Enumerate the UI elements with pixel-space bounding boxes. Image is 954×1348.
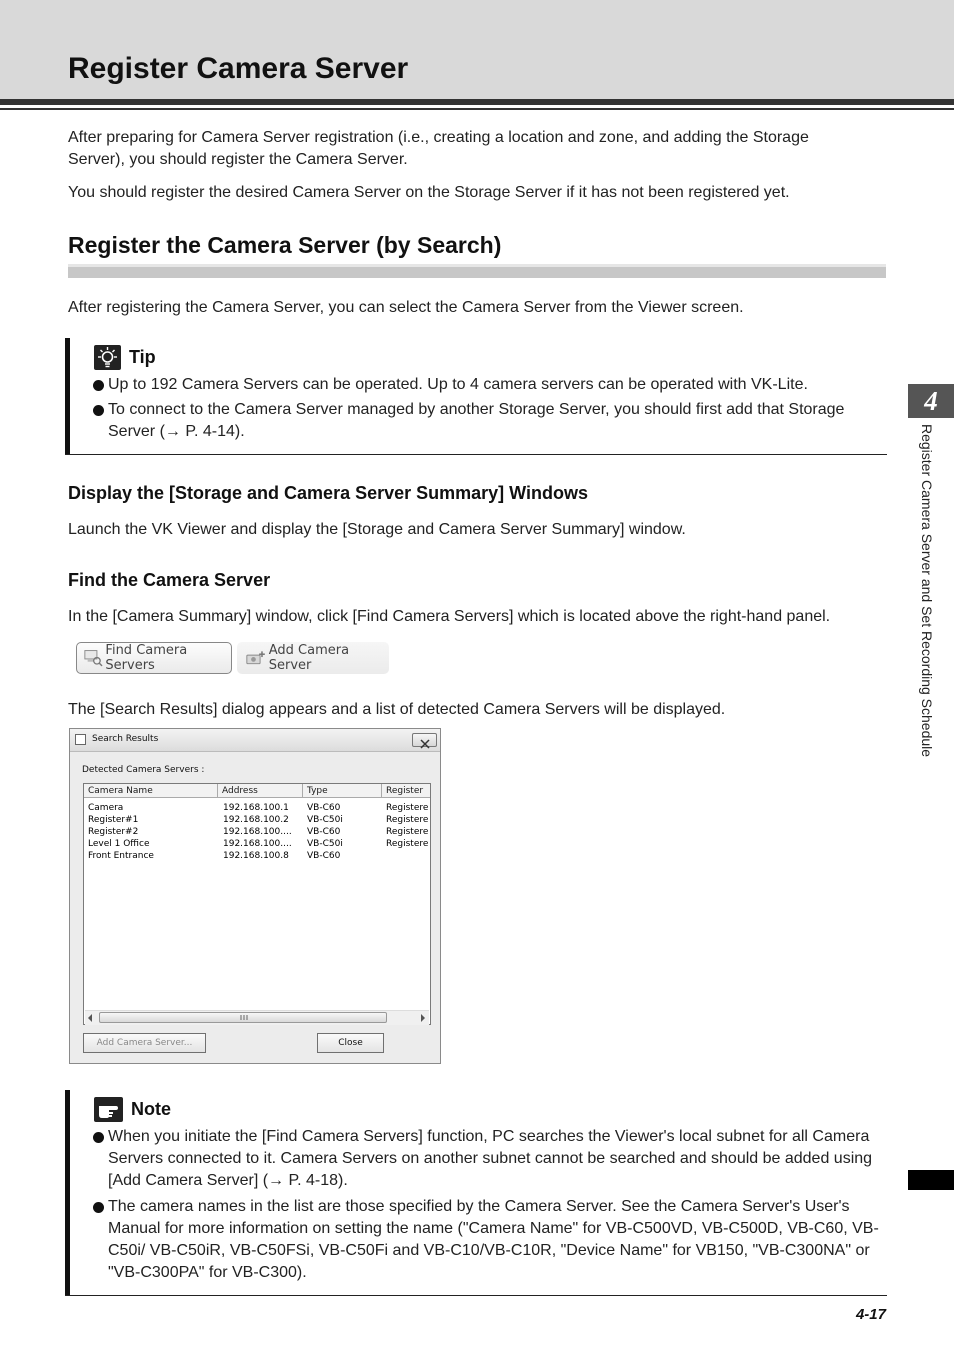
table-cell: VB-C50i <box>307 839 343 849</box>
add-camera-icon <box>244 649 267 667</box>
table-cell: Register#2 <box>88 827 139 837</box>
close-button[interactable]: Close <box>317 1033 384 1053</box>
section-rule-highlight <box>68 264 886 267</box>
table-cell: Registere <box>386 815 429 825</box>
table-cell: Level 1 Office <box>88 839 150 849</box>
table-cell: VB-C50i <box>307 815 343 825</box>
after-find-text: The [Search Results] dialog appears and a list of detected Camera Servers will be displayed. <box>68 701 726 718</box>
table-cell: VB-C60 <box>307 827 341 837</box>
table-cell: Front Entrance <box>88 851 154 861</box>
display-title: Display the [Storage and Camera Server Summary] Windows <box>68 483 588 503</box>
note-box-rule <box>65 1295 887 1296</box>
note-box-bar <box>65 1090 70 1295</box>
column-header-camera-name[interactable]: Camera Name <box>84 784 218 798</box>
scroll-right-icon[interactable] <box>421 1014 425 1022</box>
find-camera-servers-label: Find Camera Servers <box>105 643 188 673</box>
tip-heading: Tip <box>129 347 156 367</box>
table-cell: 192.168.100.2 <box>223 815 289 825</box>
window-icon <box>75 734 86 745</box>
header-rule-thin <box>0 108 954 110</box>
page-title: Register Camera Server <box>68 52 409 85</box>
display-text: Launch the VK Viewer and display the [Storage and Camera Server Summary] window. <box>68 521 686 538</box>
detected-label: Detected Camera Servers : <box>82 765 205 775</box>
search-results-dialog <box>69 728 441 1064</box>
table-cell: Register#1 <box>88 815 139 825</box>
table-cell: 192.168.100.... <box>223 827 292 837</box>
tip-box-bar <box>65 338 70 454</box>
close-icon[interactable] <box>412 733 437 747</box>
tip-bullet-1: Up to 192 Camera Servers can be operated. Up to 4 camera servers can be operated with VK-Lite. <box>108 376 808 393</box>
add-camera-server-button[interactable] <box>237 642 389 674</box>
scrollbar-thumb[interactable] <box>99 1012 387 1023</box>
pointing-hand-icon <box>94 1097 123 1122</box>
header-rule <box>0 99 954 105</box>
find-text: In the [Camera Summary] window, click [Find Camera Servers] which is located above the right-hand panel. <box>68 608 831 625</box>
intro-paragraph-1: After preparing for Camera Server registration (i.e., creating a location and zone, and adding the Storage Server), you should register the Camera Server. <box>68 129 809 168</box>
column-header-type[interactable]: Type <box>303 784 382 798</box>
tip-bullet-2: To connect to the Camera Server managed by another Storage Server, you should first add that Storage Server (→ P. 4-14). <box>108 401 845 440</box>
note-bullet-1: When you initiate the [Find Camera Servers] function, PC searches the Viewer's local subnet for all Camera Servers connected to it. Camera Servers on another subnet cannot be searched and should be added using [Add Camera Server] (→ P. 4-18). <box>108 1128 873 1189</box>
note-bullet-2: The camera names in the list are those specified by the Camera Server. See the Camera Server's User's Manual for more information on setting the name ("Camera Name" for VB-C500VD, VB-C500D, VB-C60, VB-C50i/ VB-C50iR, VB-C50FSi, VB-C50Fi and VB-C10/VB-C10R, "Device Name" for VB150, "VB-C300NA" or "VB-C300PA" for VB-C300). <box>108 1198 879 1281</box>
section-title: Register the Camera Server (by Search) <box>68 232 502 258</box>
table-cell: VB-C60 <box>307 851 341 861</box>
bullet-icon <box>93 1132 104 1143</box>
add-camera-server-label: Add Camera Server <box>268 643 350 673</box>
table-cell: VB-C60 <box>307 803 341 813</box>
table-cell: Registere <box>386 803 429 813</box>
chapter-side-text: Register Camera Server and Set Recording Schedule <box>919 424 935 758</box>
find-servers-icon <box>83 649 103 667</box>
side-marker-bar <box>908 1170 954 1190</box>
bullet-icon <box>93 405 104 416</box>
scroll-left-icon[interactable] <box>88 1014 92 1022</box>
find-camera-servers-button[interactable] <box>76 642 232 674</box>
table-cell: Registere <box>386 827 429 837</box>
table-cell: 192.168.100.1 <box>223 803 289 813</box>
camera-server-list[interactable] <box>83 783 431 1025</box>
intro-paragraph-2: You should register the desired Camera Server on the Storage Server if it has not been registered yet. <box>68 184 790 201</box>
column-header-register[interactable]: Register <box>382 784 430 798</box>
lightbulb-icon <box>94 345 121 370</box>
page-number: 4-17 <box>855 1306 886 1323</box>
find-title: Find the Camera Server <box>68 570 271 590</box>
horizontal-scrollbar[interactable] <box>85 1010 429 1025</box>
dialog-title: Search Results <box>92 734 159 744</box>
chapter-side-label <box>919 424 941 824</box>
tip-box-rule <box>65 454 887 455</box>
bullet-icon <box>93 380 104 391</box>
table-cell: Registere <box>386 839 429 849</box>
table-cell: 192.168.100.8 <box>223 851 289 861</box>
table-cell: 192.168.100.... <box>223 839 292 849</box>
section-text: After registering the Camera Server, you can select the Camera Server from the Viewer screen. <box>68 299 744 316</box>
chapter-number: 4 <box>924 386 938 416</box>
bullet-icon <box>93 1202 104 1213</box>
add-camera-server-dialog-button[interactable]: Add Camera Server... <box>83 1033 206 1053</box>
table-cell: Camera <box>88 803 124 813</box>
note-heading: Note <box>131 1099 171 1119</box>
column-header-address[interactable]: Address <box>218 784 303 798</box>
